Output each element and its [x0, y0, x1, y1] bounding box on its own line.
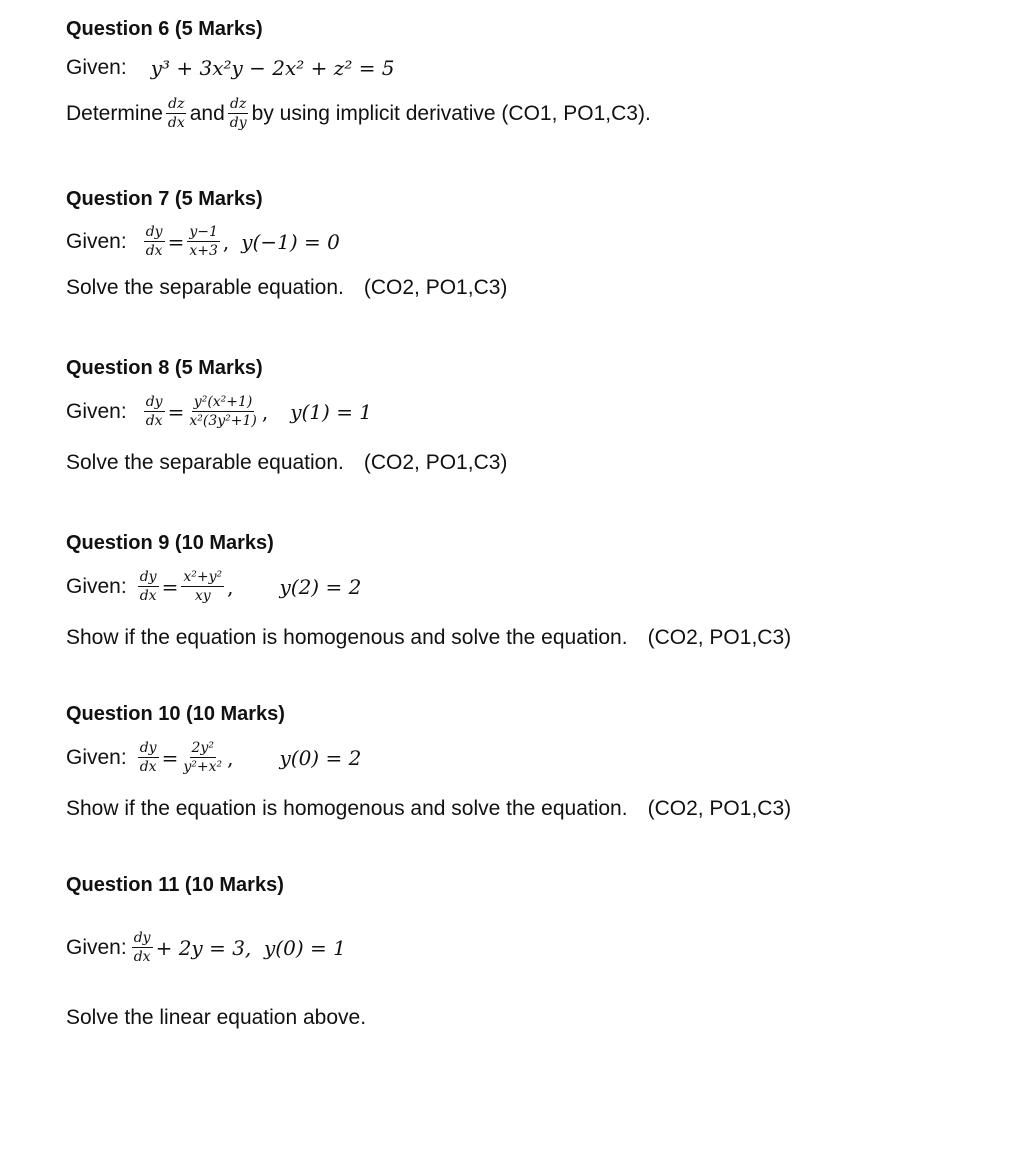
given-label: Given:: [66, 574, 127, 598]
q10-lhs-fraction: $\frac{dy}{dx}$: [139, 740, 157, 776]
question-11-given: [66, 930, 346, 965]
question-6-title: Question 6 (5 Marks): [66, 18, 263, 40]
q9-rhs-fraction: $\frac{\text{x²+y²}}{xy}$: [183, 569, 223, 605]
given-label: Given:: [66, 56, 127, 79]
q7-rhs-fraction: $\frac{y-1}{x+3}$: [189, 224, 218, 260]
q6-fraction-dz-dy: $\frac{dz}{dy}$: [229, 96, 247, 132]
q6-fraction-dz-dx: $\frac{dz}{dx}$: [167, 96, 185, 132]
q6-instruction-suffix: by using implicit derivative (CO1, PO1,C3).: [251, 101, 651, 125]
given-label: Given:: [66, 935, 127, 959]
q8-rhs-fraction: $\frac{\text{y²(x²+1)}}{\text{x²(3y²+1)}}$: [189, 394, 257, 430]
question-10-given: Given: $\frac{dy}{dx}$ = $\frac{\text{2y²}}{\text{y²+x²}}$ , y(0) = 2: [66, 740, 362, 776]
question-10-title: Question 10 (10 Marks): [66, 703, 285, 725]
q8-instruction: Solve the separable equation.: [66, 451, 344, 474]
question-8-instruction: [66, 451, 507, 475]
q7-codes: (CO2, PO1,C3): [363, 276, 508, 299]
question-11-instruction: [66, 1006, 366, 1030]
question-6-given: [66, 56, 395, 80]
q9-condition: y(2) = 2: [279, 574, 362, 599]
q7-condition: y(−1) = 0: [241, 229, 340, 254]
q10-codes: (CO2, PO1,C3): [647, 797, 792, 820]
q6-equation: y³ + 3x²y − 2x² + z² = 5: [150, 56, 395, 80]
question-7-given: Given: $\frac{dy}{dx}$ = $\frac{y-1}{x+3}$ , y(−1) = 0: [66, 224, 340, 260]
given-label: Given:: [66, 399, 127, 423]
q7-instruction: Solve the separable equation.: [66, 276, 344, 299]
q9-instruction: Show if the equation is homogenous and solve the equation.: [66, 626, 628, 649]
given-label: Given:: [66, 745, 127, 769]
question-8-given: Given: $\frac{dy}{dx}$ = $\frac{\text{y²(x²+1)}}{\text{x²(3y²+1)}}$ , y(1) = 1: [66, 394, 373, 430]
q9-lhs-fraction: $\frac{dy}{dx}$: [139, 569, 157, 605]
question-6-instruction: [66, 96, 651, 131]
question-9-title: Question 9 (10 Marks): [66, 532, 274, 554]
given-label: Given:: [66, 229, 127, 253]
q6-and: and: [189, 101, 225, 125]
q10-rhs-fraction: $\frac{\text{2y²}}{\text{y²+x²}}$: [183, 740, 223, 776]
question-10-instruction: [66, 797, 791, 821]
question-9-instruction: [66, 626, 791, 650]
question-7-title: Question 7 (5 Marks): [66, 188, 263, 210]
question-8-title: Question 8 (5 Marks): [66, 357, 263, 379]
q8-lhs-fraction: $\frac{dy}{dx}$: [145, 394, 163, 430]
q7-lhs-fraction: $\frac{dy}{dx}$: [145, 224, 163, 260]
question-9-given: Given: $\frac{dy}{dx}$ = $\frac{\text{x²+y²}}{xy}$ , y(2) = 2: [66, 569, 362, 605]
q8-condition: y(1) = 1: [290, 399, 373, 424]
question-7-instruction: [66, 276, 507, 300]
q11-lhs-fraction: $\frac{dy}{dx}$: [133, 930, 151, 966]
q9-codes: (CO2, PO1,C3): [647, 626, 792, 649]
q6-instruction-prefix: Determine: [66, 101, 163, 125]
q11-equation-rest: + 2y = 3, y(0) = 1: [155, 935, 346, 960]
q10-instruction: Show if the equation is homogenous and solve the equation.: [66, 797, 628, 820]
q10-condition: y(0) = 2: [279, 745, 362, 770]
q8-codes: (CO2, PO1,C3): [363, 451, 508, 474]
question-11-title: Question 11 (10 Marks): [66, 874, 284, 896]
q11-instruction: Solve the linear equation above.: [66, 1006, 367, 1029]
